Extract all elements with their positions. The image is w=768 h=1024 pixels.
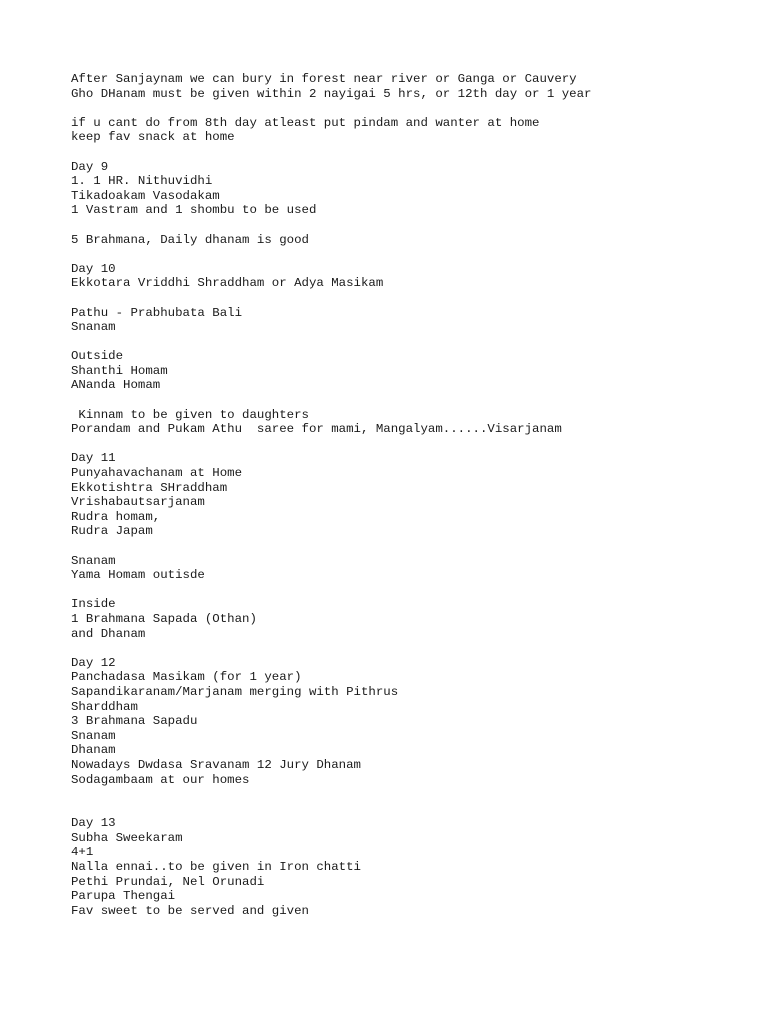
text-line: Snanam [71, 553, 116, 568]
text-line: Panchadasa Masikam (for 1 year) [71, 670, 302, 685]
text-line: Shanthi Homam [71, 363, 168, 378]
text-block [71, 408, 751, 437]
text-line: Yama Homam outisde [71, 568, 205, 583]
text-line: ANanda Homam [71, 378, 161, 393]
text-line: Nowadays Dwdasa Sravanam 12 Jury Dhanam [71, 757, 361, 772]
text-line: 1 Vastram and 1 shombu to be used [71, 203, 317, 218]
text-line: 4+1 [71, 845, 94, 860]
blank-line [71, 145, 751, 160]
text-block [71, 554, 751, 583]
blank-line [71, 247, 751, 262]
text-line: Sharddham [71, 699, 138, 714]
text-line: Pathu - Prabhubata Bali [71, 305, 243, 320]
text-line: Nalla ennai..to be given in Iron chatti [71, 860, 361, 875]
text-line: Snanam [71, 320, 116, 335]
text-block [71, 349, 751, 393]
text-line: 3 Brahmana Sapadu [71, 714, 198, 729]
text-line: Parupa Thengai [71, 889, 176, 904]
text-block-day-10 [71, 262, 751, 291]
text-line: Subha Sweekaram [71, 830, 183, 845]
text-line: After Sanjaynam we can bury in forest near river or Ganga or Cauvery [71, 72, 577, 86]
section-heading: Day 12 [71, 655, 116, 670]
text-line: Ekkotara Vriddhi Shraddham or Adya Masikam [71, 276, 384, 291]
text-block-day-11 [71, 451, 751, 539]
text-block-day-9 [71, 160, 751, 218]
document-page [71, 72, 751, 918]
text-block [71, 306, 751, 335]
text-line: Rudra Japam [71, 524, 153, 539]
text-block [71, 72, 751, 101]
text-line: Pethi Prundai, Nel Orunadi [71, 874, 265, 889]
blank-line [71, 583, 751, 598]
blank-line [71, 291, 751, 306]
text-line: keep fav snack at home [71, 130, 235, 145]
text-line: Tikadoakam Vasodakam [71, 188, 220, 203]
blank-line [71, 641, 751, 656]
text-line: Gho DHanam must be given within 2 nayigai 5 hrs, or 12th day or 1 year [71, 86, 592, 101]
text-line: 1 Brahmana Sapada (Othan) [71, 611, 257, 626]
text-line: Snanam [71, 728, 116, 743]
text-line: Rudra homam, [71, 509, 161, 524]
text-line: Sodagambaam at our homes [71, 772, 250, 787]
section-heading: Day 13 [71, 816, 116, 831]
text-line: 5 Brahmana, Daily dhanam is good [71, 232, 309, 247]
blank-line [71, 393, 751, 408]
text-line: Ekkotishtra SHraddham [71, 480, 228, 495]
text-line: if u cant do from 8th day atleast put pindam and wanter at home [71, 115, 540, 130]
text-line: Fav sweet to be served and given [71, 903, 309, 918]
blank-line [71, 539, 751, 554]
text-line: Sapandikaranam/Marjanam merging with Pithrus [71, 684, 399, 699]
text-block [71, 233, 751, 248]
section-heading: Day 10 [71, 261, 116, 276]
text-block [71, 116, 751, 145]
section-heading: Day 9 [71, 159, 109, 174]
text-block [71, 597, 751, 641]
text-line: Punyahavachanam at Home [71, 466, 243, 481]
text-block-day-13 [71, 816, 751, 918]
blank-line [71, 335, 751, 350]
blank-lines [71, 787, 751, 816]
text-line: Outside [71, 349, 124, 364]
section-heading: Day 11 [71, 451, 116, 466]
blank-line [71, 437, 751, 452]
text-line: Porandam and Pukam Athu saree for mami, Mangalyam......Visarjanam [71, 422, 562, 437]
text-line: Inside [71, 597, 116, 612]
text-block-day-12 [71, 656, 751, 787]
text-line: Dhanam [71, 743, 116, 758]
text-line: and Dhanam [71, 626, 146, 641]
blank-line [71, 101, 751, 116]
blank-line [71, 218, 751, 233]
text-line: 1. 1 HR. Nithuvidhi [71, 174, 213, 189]
text-line: Vrishabautsarjanam [71, 495, 205, 510]
text-line: Kinnam to be given to daughters [71, 407, 309, 422]
